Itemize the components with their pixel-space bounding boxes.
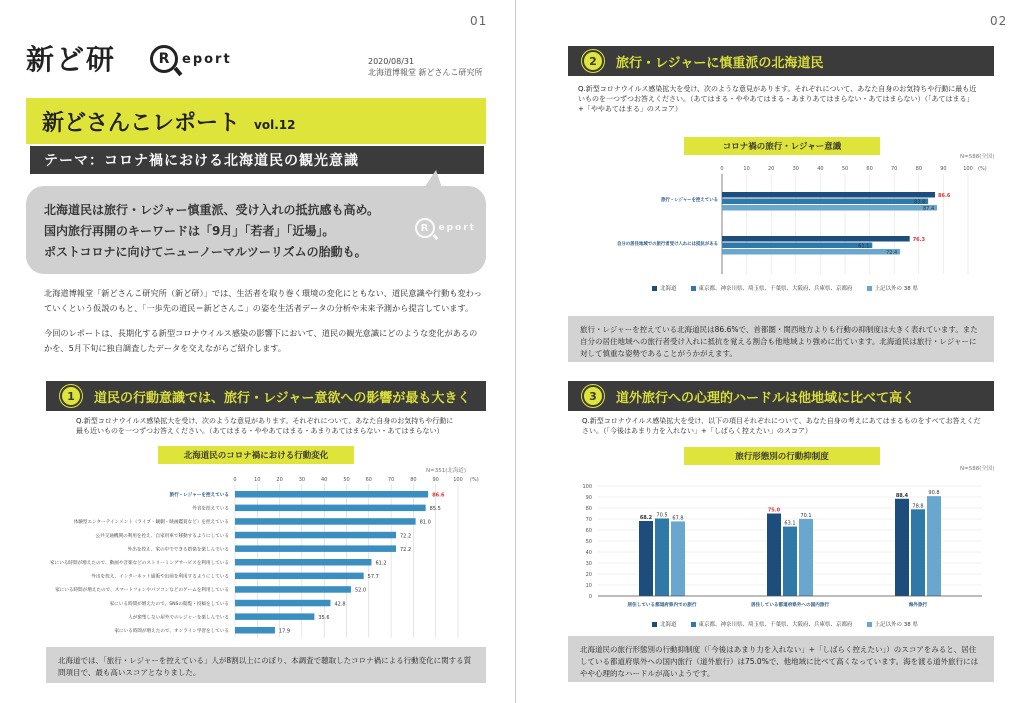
page-number: 02 [990, 14, 1008, 28]
category-label: 家にいる時間が増えたので、スマートフォンやパソコンなどのゲームを利用している [55, 588, 229, 594]
bar [722, 205, 937, 211]
legend-item: 北海道 [652, 620, 677, 628]
bar [722, 249, 900, 255]
report-title-block [26, 98, 486, 144]
tick-label: 20 [768, 166, 775, 172]
section3-summary: 北海道民の旅行形態別の行動抑制度（「今後はあまり力を入れない」+「しばらく控えたい」）のスコアをみると、居住している都道府県外への国内旅行（道外旅行）は75.0%で、他地域に比べて高くなっています。海を渡る道外旅行にはやや心理的なハードルが高いようです。 [568, 636, 994, 682]
tick-label: 70 [387, 477, 395, 483]
category-label: 家にいる時間が増えたので、SNSの閲覧・投稿をしている [109, 601, 229, 607]
bar [235, 532, 396, 539]
data-label: 42.8 [334, 601, 346, 608]
chart3-legend [652, 620, 932, 628]
bar [235, 573, 364, 580]
issue-info [368, 56, 483, 78]
report-word: eport [182, 51, 232, 67]
tick-label: 50 [343, 477, 350, 483]
data-label: 67.8 [672, 515, 684, 522]
bar [235, 600, 330, 607]
data-label: 75.0 [767, 507, 781, 514]
bar [799, 519, 813, 596]
chart1-title: 北海道民のコロナ禍における行動変化 [158, 446, 354, 464]
data-label: 57.7 [367, 574, 379, 581]
data-label: 72.2 [400, 546, 412, 553]
tick-label: 30 [298, 477, 306, 483]
category-label: 外出を控え、インターネット通販や出前を利用するようにしている [91, 574, 229, 580]
data-label: 70.1 [800, 512, 812, 519]
tick-label: 90 [432, 477, 439, 483]
sample-size: N=588(全国) [960, 154, 995, 160]
data-label: 35.6 [318, 614, 330, 621]
bar [655, 518, 669, 596]
category-label: 人が密集しない屋外でのレジャーを楽しんでいる [128, 615, 229, 621]
tick-label: 100 [582, 484, 592, 490]
tick-label: 90 [940, 166, 947, 172]
chart3-svg [572, 470, 992, 620]
report-volume: vol.12 [254, 118, 296, 132]
tick-label: 0 [233, 477, 237, 483]
intro-text [44, 286, 484, 366]
category-label: 旅行・レジャーを控えている [169, 493, 229, 498]
bar [722, 243, 872, 249]
section2-summary: 旅行・レジャーを控えている北海道民は86.6%で、首都圏・関西地方よりも行動の抑制度は大きく表れています。また自分の居住地域への旅行者受け入れに抵抗を覚える割合も他地域より強めに出ています。北海道民は旅行・レジャーに対して慎重な姿勢であることがうかがえます。 [568, 316, 994, 362]
tick-label: 60 [365, 477, 372, 483]
tick-label: 70 [585, 517, 592, 523]
bar [235, 627, 275, 634]
bar [639, 521, 653, 596]
data-label: 87.4 [923, 205, 935, 212]
sample-size: N=351(北海道) [426, 468, 467, 474]
tick-label: 10 [585, 583, 592, 589]
intro-paragraph: 今回のレポートは、長期化する新型コロナウイルス感染の影響下において、道民の観光意識にどのような変化があるのかを、5月下旬に独自調査したデータを交えながらご紹介します。 [44, 328, 478, 353]
sample-size: N=588(全国) [960, 466, 995, 472]
data-label: 78.8 [912, 503, 924, 510]
tick-label: 40 [321, 477, 328, 483]
report-logo [150, 45, 232, 73]
report-r-icon: R [150, 45, 178, 73]
data-label: 81.0 [419, 519, 431, 526]
data-label: 52.0 [354, 587, 367, 594]
tick-label: 60 [866, 166, 873, 172]
category-label: 自分の居住地域での旅行者受け入れには抵抗がある [617, 242, 718, 247]
section1-summary: 北海道では、「旅行・レジャーを控えている」人が8割以上にのぼり、本調査で聴取したコロナ禍による行動変化に関する質問項目で、最も高いスコアとなりました。 [46, 647, 486, 683]
bar [235, 613, 314, 620]
data-label: 88.4 [895, 492, 909, 499]
category-label: 居住している都道府県外への国内旅行 [750, 603, 830, 608]
category-label: 海外旅行 [908, 603, 928, 608]
data-label: 72.4 [886, 249, 898, 256]
tick-label: 20 [585, 572, 592, 578]
section-number-icon: 3 [582, 385, 604, 407]
bar [783, 527, 797, 596]
section1-header [46, 381, 486, 411]
data-label: 63.1 [784, 520, 796, 527]
data-label: 17.9 [278, 628, 291, 635]
bar [722, 199, 928, 205]
issue-date: 2020/08/31 [368, 57, 415, 66]
tick-label: 10 [743, 166, 750, 172]
tick-label: 80 [410, 477, 417, 483]
summary-line: 国内旅行再開のキーワードは「9月」「若者」「近場」。 [44, 224, 335, 238]
category-label: 外食を控えている [192, 506, 229, 512]
section-number-icon: 1 [60, 385, 82, 407]
tick-label: 40 [817, 166, 824, 172]
chart3-title: 旅行形態別の行動抑制度 [684, 447, 880, 465]
bar [722, 192, 935, 198]
data-label: 76.3 [912, 236, 926, 243]
bar [671, 521, 685, 596]
data-label: 70.5 [656, 512, 668, 519]
bar [235, 559, 371, 566]
category-label: 家にいる時間が増えたので、オンライン学習をしている [114, 629, 229, 634]
page-number: 01 [470, 14, 488, 28]
shindoken-logo: 新ど研 [26, 43, 117, 76]
report-r-icon: R [415, 218, 435, 238]
bubble-report-logo [415, 218, 476, 238]
summary-line: 北海道民は旅行・レジャー慎重派、受け入れの抵抗感も高め。 [44, 203, 379, 217]
bar [235, 518, 416, 525]
bar [235, 505, 426, 512]
data-label: 72.2 [400, 533, 412, 540]
category-label: 外出を控え、家の中でできる娯楽を楽しんでいる [127, 547, 229, 553]
page-right [516, 0, 1019, 703]
tick-label: 0 [588, 594, 592, 600]
issuer: 北海道博報堂 新どさんこ研究所 [368, 68, 483, 77]
tick-label: 40 [585, 550, 592, 556]
tick-label: 30 [792, 166, 799, 172]
chart1-svg [40, 474, 480, 642]
tick-label: 50 [585, 539, 592, 545]
legend-item: 東京都、神奈川県、埼玉県、千葉県、大阪府、兵庫県、京都府 [691, 620, 853, 628]
chart2-title: コロナ禍の旅行・レジャー意識 [684, 137, 880, 155]
report-title: 新どさんこレポート [42, 110, 241, 136]
tick-unit: (%) [470, 477, 479, 483]
data-label: 61.1 [858, 243, 870, 250]
category-label: 旅行・レジャーを控えている [661, 198, 718, 203]
tick-label: 70 [891, 166, 898, 172]
section-title: 道外旅行への心理的ハードルは他地域に比べて高く [616, 390, 916, 406]
bar [235, 586, 351, 593]
section2-question: Q.新型コロナウイルス感染拡大を受け、次のような意見があります。それぞれについて、あなた自身のお気持ちや行動に最も近いものを一つずつお答えください。（あてはまる・ややあてはまる・あまりあてはまらない・あてはまらない）（「あてはまる」+「ややあてはまる」のスコア） [578, 85, 977, 113]
data-label: 90.8 [928, 490, 940, 497]
section3-header [568, 381, 994, 411]
tick-label: 100 [963, 166, 973, 172]
chart2-svg [572, 162, 992, 278]
section-title: 旅行・レジャーに慎重派の北海道民 [616, 55, 824, 71]
tick-label: 90 [585, 495, 592, 501]
section-title: 道民の行動意識では、旅行・レジャー意欲への影響が最も大きく [94, 390, 471, 406]
tick-label: 20 [276, 477, 283, 483]
data-label: 86.6 [938, 192, 951, 199]
category-label: 公共交通機関の利用を控え、自家用車で移動するようにしている [95, 533, 229, 539]
theme-bar: テーマ：コロナ禍における北海道民の観光意識 [30, 146, 484, 174]
bar [767, 514, 781, 597]
category-label: 体験型エンターテインメント（ライブ・観劇・映画鑑賞など）を控えている [73, 520, 229, 526]
tick-label: 0 [720, 166, 724, 172]
tick-label: 30 [585, 561, 592, 567]
section-number-icon: 2 [582, 50, 604, 72]
bar [895, 499, 909, 596]
legend-item: 東京都、神奈川県、埼玉県、千葉県、大阪府、兵庫県、京都府 [691, 284, 853, 292]
data-label: 61.2 [375, 560, 387, 567]
legend-item: 上記以外の 38 県 [867, 620, 919, 628]
legend-item: 上記以外の 38 県 [867, 284, 919, 292]
category-label: 居住している都道府県内での旅行 [627, 603, 697, 608]
bar [235, 545, 396, 552]
tick-label: 50 [841, 166, 849, 172]
chart2-legend [652, 284, 932, 292]
data-label: 83.8 [914, 199, 926, 206]
category-label: 家にいる時間が増えたので、動画や音楽などのストリーミングサービスを利用している [50, 561, 229, 566]
bar [235, 491, 428, 498]
section2-header [568, 46, 994, 76]
tick-label: 80 [585, 506, 592, 512]
summary-line: ポストコロナに向けてニューノーマルツーリズムの胎動も。 [44, 245, 367, 259]
data-label: 86.6 [432, 492, 445, 499]
tick-unit: (%) [978, 166, 987, 172]
tick-label: 80 [915, 166, 922, 172]
bar [722, 236, 910, 242]
tick-label: 60 [585, 528, 592, 534]
intro-paragraph: 北海道博報堂「新どさんこ研究所（新ど研）」では、生活者を取り巻く環境の変化にともない、道民意識や行動も変わっていくという仮説のもと、「一歩先の道民＝新どさんこ」の姿を生活者データの分析や未来予測から提言しています。 [44, 288, 482, 313]
bar [911, 509, 925, 596]
bar [927, 496, 941, 596]
tick-label: 10 [254, 477, 261, 483]
data-label: 85.5 [429, 506, 441, 513]
data-label: 68.2 [639, 514, 653, 521]
section1-question: Q.新型コロナウイルス感染拡大を受け、次のような意見があります。それぞれについて、あなた自身のお気持ちや行動に最も近いものを一つずつお答えください。（あてはまる・ややあてはまる・あまりあてはまらない・あてはまらない） [76, 417, 454, 435]
summary-bubble [26, 186, 486, 274]
section3-question: Q.新型コロナウイルス感染拡大を受け、以下の項目それぞれについて、あなた自身の考えにあてはまるものをすべてお答えください。（「今後はあまり力を入れない」+「しばらく控えたい」のスコア） [582, 417, 981, 435]
tick-label: 100 [453, 477, 463, 483]
legend-item: 北海道 [652, 284, 677, 292]
report-word: eport [438, 223, 476, 233]
